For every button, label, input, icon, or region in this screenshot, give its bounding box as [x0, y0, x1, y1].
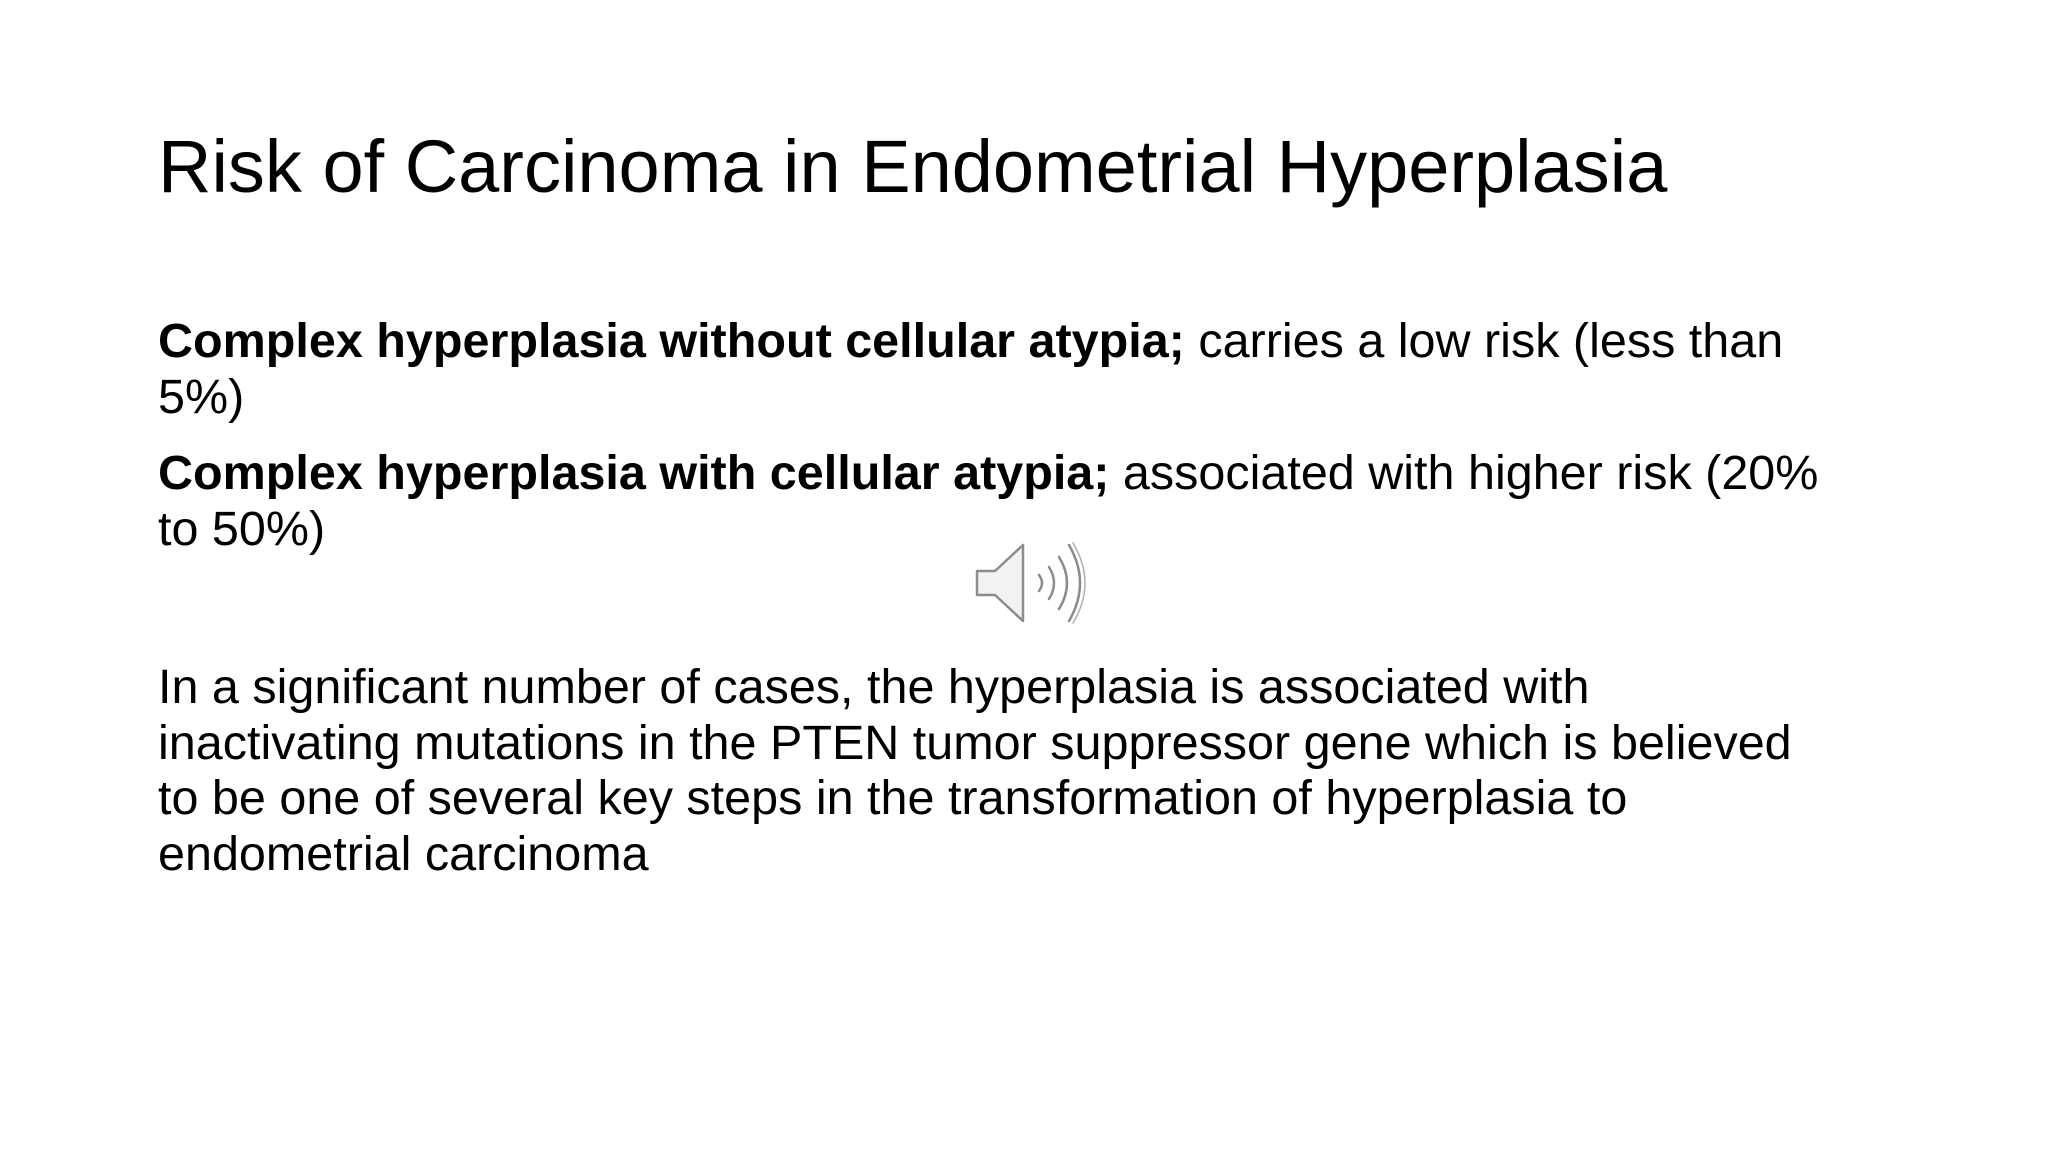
speaker-icon[interactable] — [975, 533, 1095, 633]
pten-paragraph: In a significant number of cases, the hyperplasia is associated with inactivating mutations in the PTEN tumor suppressor gene which is believed to be one of several key steps in the transformation of hyperplasia to endometrial carcinoma — [158, 660, 1792, 881]
bullet-heading: Complex hyperplasia without cellular atypia; — [158, 314, 1185, 368]
slide-title: Risk of Carcinoma in Endometrial Hyperplasia — [158, 125, 1668, 208]
bullet-complex-without-atypia — [158, 313, 1858, 426]
bullet-heading: Complex hyperplasia with cellular atypia; — [158, 446, 1110, 500]
bullet-text: associated with higher risk (20% to 50%) — [158, 446, 1819, 557]
bullet-text: carries a low risk (less than 5%) — [158, 314, 1784, 425]
